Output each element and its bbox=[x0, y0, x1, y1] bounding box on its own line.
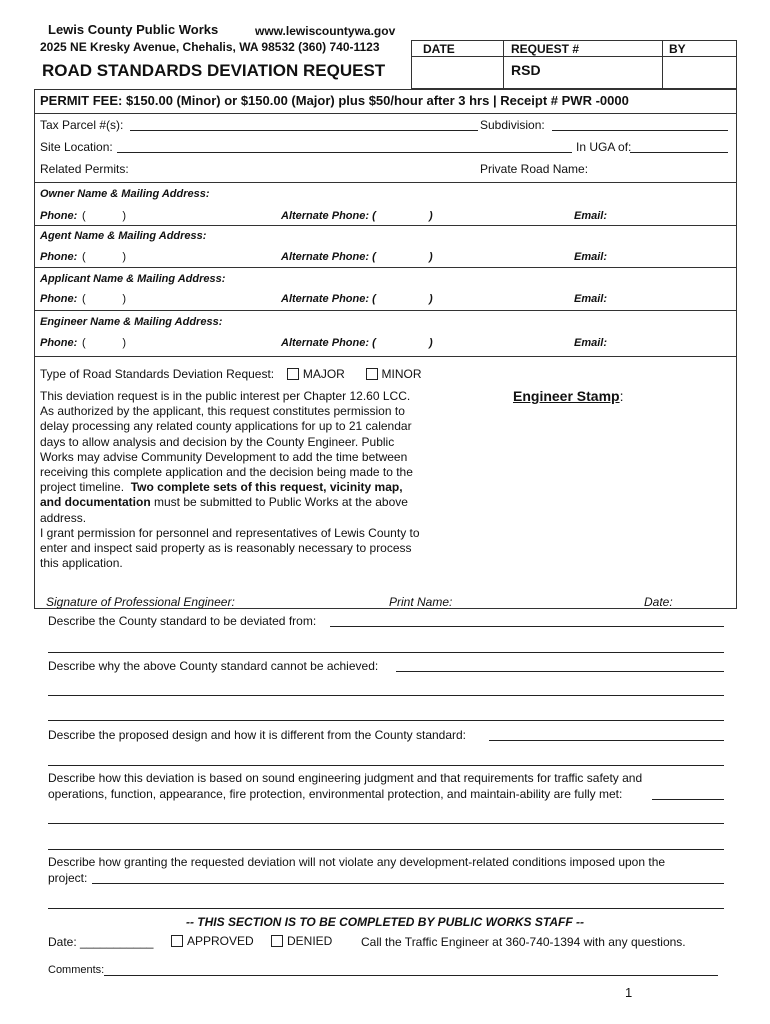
request-type-row bbox=[40, 367, 422, 381]
auth-line: As authorized by the applicant, this request constitutes permission to bbox=[40, 404, 405, 419]
col-request-header: REQUEST # bbox=[511, 42, 580, 56]
owner-alt-phone-close[interactable]: ) bbox=[429, 210, 433, 222]
owner-email-label: Email: bbox=[574, 210, 608, 222]
applicant-alt-phone-label: Alternate Phone: ( bbox=[281, 293, 376, 305]
q3-field[interactable] bbox=[489, 740, 724, 741]
agent-label: Agent Name & Mailing Address: bbox=[40, 230, 207, 242]
divider bbox=[34, 225, 737, 226]
applicant-label: Applicant Name & Mailing Address: bbox=[40, 273, 226, 285]
engineer-signature-label: Signature of Professional Engineer: bbox=[46, 595, 235, 609]
auth-line: address. bbox=[40, 510, 87, 525]
engineer-stamp-colon: : bbox=[619, 388, 624, 404]
tax-parcel-label: Tax Parcel #(s): bbox=[40, 118, 124, 132]
auth-line bbox=[40, 495, 420, 510]
request-type-label: Type of Road Standards Deviation Request: bbox=[40, 367, 275, 381]
engineer-stamp-label bbox=[513, 388, 623, 404]
minor-label: MINOR bbox=[381, 367, 422, 381]
comments-label: Comments: bbox=[48, 964, 105, 976]
q4-field-line2[interactable] bbox=[48, 823, 724, 824]
applicant-phone-label: Phone: bbox=[40, 293, 78, 305]
site-location-label: Site Location: bbox=[40, 140, 113, 154]
in-uga-label: In UGA of: bbox=[576, 140, 632, 154]
auth-line: this application. bbox=[40, 556, 123, 571]
engineer-email-label: Email: bbox=[574, 337, 608, 349]
col-date-header: DATE bbox=[423, 42, 455, 56]
minor-checkbox[interactable] bbox=[366, 368, 378, 380]
q4-label-line2: operations, function, appearance, fire protection, environmental protection, and maintain-ability are fully met: bbox=[48, 787, 623, 801]
subdivision-field[interactable] bbox=[552, 130, 728, 131]
engineer-alt-phone-close[interactable]: ) bbox=[429, 337, 433, 349]
q4-field-line3[interactable] bbox=[48, 849, 724, 850]
in-uga-field[interactable] bbox=[630, 152, 728, 153]
engineer-label: Engineer Name & Mailing Address: bbox=[40, 316, 223, 328]
auth-line: I grant permission for personnel and representatives of Lewis County to bbox=[40, 525, 420, 540]
q5-field[interactable] bbox=[92, 883, 724, 884]
auth-text: must be submitted to Public Works at the above bbox=[150, 495, 408, 510]
major-checkbox[interactable] bbox=[287, 368, 299, 380]
print-name-label: Print Name: bbox=[389, 595, 453, 609]
website: www.lewiscountywa.gov bbox=[255, 24, 396, 38]
col-by-header: BY bbox=[669, 42, 686, 56]
request-prefix: RSD bbox=[511, 62, 541, 78]
q2-label: Describe why the above County standard cannot be achieved: bbox=[48, 659, 379, 673]
auth-line: receiving this complete application and the decision being made to the bbox=[40, 465, 413, 480]
staff-date-field[interactable]: Date: ___________ bbox=[48, 935, 154, 949]
comments-field[interactable] bbox=[104, 975, 718, 976]
engineer-phone-label: Phone: bbox=[40, 337, 78, 349]
engineer-stamp-text: Engineer Stamp bbox=[513, 388, 620, 404]
q3-field-line2[interactable] bbox=[48, 765, 724, 766]
owner-phone-label: Phone: bbox=[40, 210, 78, 222]
denied-checkbox[interactable] bbox=[271, 935, 283, 947]
q2-field[interactable] bbox=[396, 671, 724, 672]
applicant-alt-phone-close[interactable]: ) bbox=[429, 293, 433, 305]
q1-field[interactable] bbox=[330, 626, 724, 627]
authorization-text bbox=[40, 389, 420, 571]
q1-field-line2[interactable] bbox=[48, 652, 724, 653]
auth-line: Works may advise Community Development to add the time between bbox=[40, 449, 408, 464]
traffic-engineer-note: Call the Traffic Engineer at 360-740-1394 with any questions. bbox=[361, 935, 686, 949]
agent-alt-phone-label: Alternate Phone: ( bbox=[281, 251, 376, 263]
q5-label-line1: Describe how granting the requested deviation will not violate any development-related conditions imposed upon the bbox=[48, 855, 666, 869]
auth-bold: and documentation bbox=[40, 495, 151, 510]
denied-label: DENIED bbox=[287, 934, 333, 948]
q5-label-line2: project: bbox=[48, 871, 88, 885]
form-title: ROAD STANDARDS DEVIATION REQUEST bbox=[42, 61, 386, 80]
applicant-email-label: Email: bbox=[574, 293, 608, 305]
q5-field-line2[interactable] bbox=[48, 908, 724, 909]
org-address: 2025 NE Kresky Avenue, Chehalis, WA 98532 (360) 740-1123 bbox=[40, 40, 380, 54]
approved-label: APPROVED bbox=[187, 934, 254, 948]
related-permits-label: Related Permits: bbox=[40, 162, 129, 176]
divider bbox=[34, 113, 737, 114]
agent-email-label: Email: bbox=[574, 251, 608, 263]
denied-option bbox=[271, 934, 332, 948]
q3-label: Describe the proposed design and how it is different from the County standard: bbox=[48, 728, 467, 742]
owner-alt-phone-label: Alternate Phone: ( bbox=[281, 210, 376, 222]
major-label: MAJOR bbox=[302, 367, 345, 381]
engineer-alt-phone-label: Alternate Phone: ( bbox=[281, 337, 376, 349]
applicant-phone-field[interactable]: ( ) bbox=[82, 293, 126, 305]
divider bbox=[34, 267, 737, 268]
permit-fee: PERMIT FEE: $150.00 (Minor) or $150.00 (Major) plus $50/hour after 3 hrs | Receipt # PWR -0000 bbox=[40, 93, 629, 108]
engineer-phone-field[interactable]: ( ) bbox=[82, 337, 126, 349]
auth-line: enter and inspect said property as is reasonably necessary to process bbox=[40, 541, 412, 556]
agent-alt-phone-close[interactable]: ) bbox=[429, 251, 433, 263]
auth-line bbox=[40, 480, 420, 495]
owner-label: Owner Name & Mailing Address: bbox=[40, 188, 210, 200]
page-number: 1 bbox=[625, 985, 633, 1000]
table-col-divider bbox=[662, 40, 663, 89]
staff-heading: -- THIS SECTION IS TO BE COMPLETED BY PUBLIC WORKS STAFF -- bbox=[185, 915, 584, 929]
auth-text: project timeline. bbox=[40, 480, 131, 495]
approved-checkbox[interactable] bbox=[171, 935, 183, 947]
tax-parcel-field[interactable] bbox=[130, 130, 478, 131]
subdivision-label: Subdivision: bbox=[480, 118, 545, 132]
q4-field[interactable] bbox=[652, 799, 724, 800]
table-col-divider bbox=[503, 40, 504, 89]
auth-bold: Two complete sets of this request, vicinity map, bbox=[130, 480, 403, 495]
approved-option bbox=[171, 934, 254, 948]
q4-label-line1: Describe how this deviation is based on sound engineering judgment and that requirements for traffic safety and bbox=[48, 771, 643, 785]
owner-phone-field[interactable]: ( ) bbox=[82, 210, 126, 222]
site-location-field[interactable] bbox=[117, 152, 572, 153]
table-divider bbox=[411, 56, 737, 57]
signature-date-label: Date: bbox=[644, 595, 673, 609]
org-name: Lewis County Public Works bbox=[48, 22, 219, 37]
private-road-label: Private Road Name: bbox=[480, 162, 589, 176]
q1-label: Describe the County standard to be deviated from: bbox=[48, 614, 317, 628]
divider bbox=[34, 310, 737, 311]
auth-line: This deviation request is in the public interest per Chapter 12.60 LCC. bbox=[40, 389, 411, 403]
auth-line: delay processing any related county applications for up to 21 calendar bbox=[40, 419, 412, 434]
q2-field-line3[interactable] bbox=[48, 720, 724, 721]
auth-line: days to allow analysis and decision by the County Engineer. Public bbox=[40, 434, 395, 449]
agent-phone-label: Phone: bbox=[40, 251, 78, 263]
q2-field-line2[interactable] bbox=[48, 695, 724, 696]
agent-phone-field[interactable]: ( ) bbox=[82, 251, 126, 263]
divider bbox=[34, 356, 737, 357]
divider bbox=[34, 182, 737, 183]
